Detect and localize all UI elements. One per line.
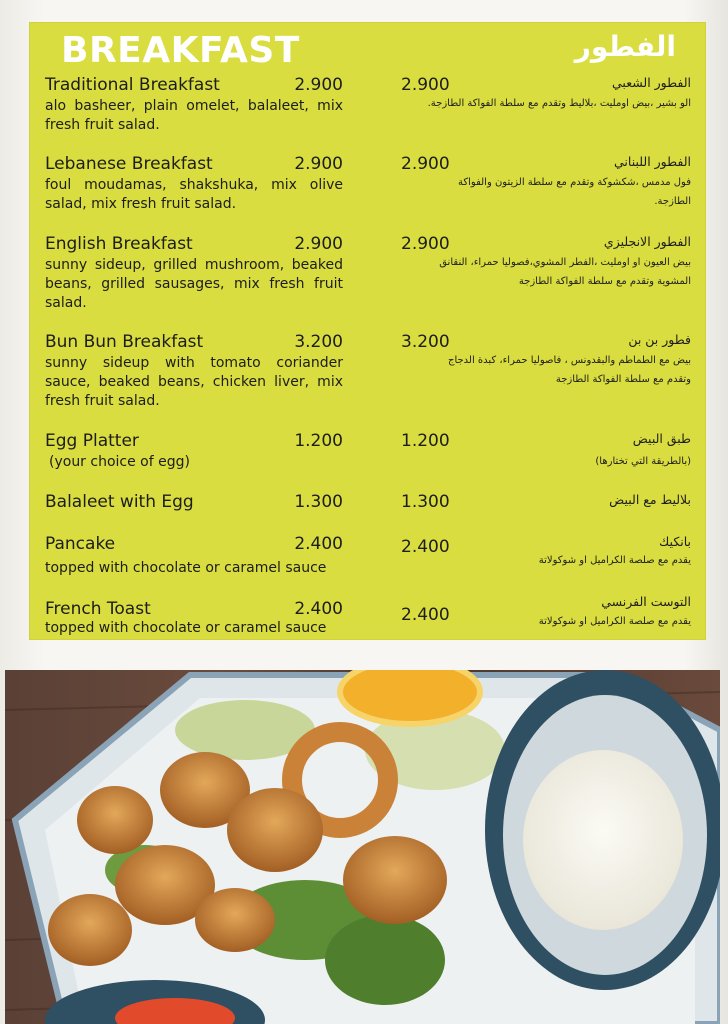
item-desc-ar: فول مدمس ،شكشوكة وتقدم مع سلطة الزيتون والفواكة الطازجة.	[458, 177, 691, 207]
menu-title-en: BREAKFAST	[61, 30, 300, 71]
item-price-ar: 1.300	[401, 492, 450, 512]
item-name-ar: الفطور الانجليزي	[603, 234, 691, 249]
item-name-ar: التوست الفرنسي	[601, 594, 691, 609]
item-name-en: French Toast	[45, 599, 151, 619]
item-desc-en: foul moudamas, shakshuka, mix olive salad, mix fresh fruit salad.	[45, 177, 343, 212]
fried-calamari-illustration	[5, 670, 720, 1024]
item-price-ar: 3.200	[401, 332, 450, 352]
item-name-ar: الفطور اللبناني	[614, 154, 691, 169]
item-price-ar: 2.900	[401, 154, 450, 174]
item-desc-en: sunny sideup with tomato coriander sauce, beaked beans, chicken liver, mix fresh fruit salad.	[45, 355, 343, 409]
item-desc-ar: يقدم مع صلصة الكراميل او شوكولاتة	[538, 616, 691, 627]
item-name-en: Bun Bun Breakfast	[45, 332, 204, 352]
item-price-en: 2.900	[294, 234, 343, 254]
item-price-ar: 1.200	[401, 431, 450, 451]
item-name-ar: الفطور الشعبي	[612, 75, 691, 90]
item-desc-en: topped with chocolate or caramel sauce	[45, 560, 327, 576]
item-price-en: 1.300	[294, 492, 343, 512]
item-price-en: 3.200	[294, 332, 343, 352]
breakfast-menu-panel	[29, 22, 706, 640]
item-name-en: Traditional Breakfast	[45, 75, 220, 95]
item-name-ar: بلاليط مع البيض	[609, 492, 691, 507]
item-name-en: Egg Platter	[45, 431, 139, 451]
item-name-en: Balaleet with Egg	[45, 492, 194, 512]
dip-bowl	[485, 670, 720, 990]
item-price-en: 2.400	[294, 599, 343, 619]
item-name-en: English Breakfast	[45, 234, 193, 254]
item-price-ar: 2.900	[401, 75, 450, 95]
item-name-ar: فطور بن بن	[628, 332, 691, 347]
menu-title-ar: الفطور	[574, 30, 676, 63]
lemon-wedge	[340, 670, 480, 724]
item-desc-en: alo basheer, plain omelet, balaleet, mix fresh fruit salad.	[45, 98, 343, 133]
item-price-en: 2.400	[294, 534, 343, 554]
item-price-ar: 2.400	[401, 537, 450, 557]
item-price-en: 2.900	[294, 154, 343, 174]
item-desc-ar: (بالطريقة التي تختارها)	[595, 456, 691, 467]
item-desc-en: (your choice of egg)	[49, 454, 190, 470]
item-desc-en: sunny sideup, grilled mushroom, beaked beans, grilled sausages, mix fresh fruit salad.	[45, 257, 343, 311]
item-name-en: Lebanese Breakfast	[45, 154, 213, 174]
item-name-ar: طبق البيض	[632, 431, 691, 446]
item-name-ar: بانكيك	[659, 534, 691, 549]
item-price-en: 1.200	[294, 431, 343, 451]
item-price-ar: 2.400	[401, 605, 450, 625]
item-price-en: 2.900	[294, 75, 343, 95]
item-desc-ar: الو بشير ،بيض اومليت ،بلاليط وتقدم مع سلطة الفواكة الطازجة.	[427, 98, 691, 109]
item-name-en: Pancake	[45, 534, 116, 554]
item-desc-en: topped with chocolate or caramel sauce	[45, 620, 327, 636]
food-photo	[5, 670, 720, 1024]
item-desc-ar: بيض العيون او اومليت ،الفطر المشوي،فصوليا حمراء، النقانق المشوية وتقدم مع سلطة الفواكة الطازجة	[439, 257, 691, 287]
item-price-ar: 2.900	[401, 234, 450, 254]
item-desc-ar: بيض مع الطماطم والبقدونس ، فاصوليا حمراء، كبدة الدجاج وتقدم مع سلطة الفواكة الطازجة	[447, 355, 691, 385]
item-desc-ar: يقدم مع صلصة الكراميل او شوكولاتة	[538, 555, 691, 566]
